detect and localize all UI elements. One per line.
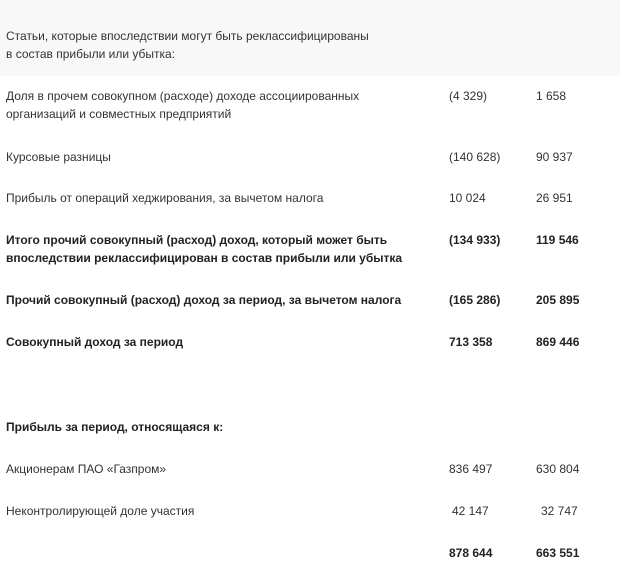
- value-current-total-reclassifiable-oci: (134 933): [449, 233, 501, 247]
- value-prior-oci-net-of-tax: 205 895: [536, 293, 580, 307]
- section-note-line2: в состав прибыли или убытка:: [6, 47, 176, 61]
- row-label-line2: организаций и совместных предприятий: [6, 107, 232, 121]
- value-prior-non-controlling-interest: 32 747: [541, 504, 578, 518]
- row-label-hedging: Прибыль от операций хеджирования, за вычетом налога: [6, 191, 324, 205]
- value-current-comprehensive-income: 713 358: [449, 335, 493, 349]
- row-label-line2: впоследствии реклассифицирован в состав прибыли или убытка: [6, 251, 403, 265]
- row-label-total-reclassifiable-oci: [6, 231, 406, 267]
- value-current-oci-net-of-tax: (165 286): [449, 293, 501, 307]
- value-prior-profit-total: 663 551: [536, 546, 580, 560]
- value-current-associates-oci: (4 329): [449, 89, 488, 103]
- row-label-line1: Доля в прочем совокупном (расходе) доходе ассоциированных: [6, 89, 360, 103]
- value-prior-shareholders: 630 804: [536, 462, 580, 476]
- section-note: [6, 27, 406, 63]
- value-current-non-controlling-interest: 42 147: [452, 504, 489, 518]
- value-prior-comprehensive-income: 869 446: [536, 335, 580, 349]
- value-current-shareholders: 836 497: [449, 462, 493, 476]
- value-prior-associates-oci: 1 658: [536, 89, 567, 103]
- value-prior-total-reclassifiable-oci: 119 546: [536, 233, 579, 247]
- value-current-hedging: 10 024: [449, 191, 486, 205]
- row-label-comprehensive-income: Совокупный доход за период: [6, 335, 184, 349]
- row-label-non-controlling-interest: Неконтролирующей доле участия: [6, 504, 195, 518]
- section-note-line1: Статьи, которые впоследствии могут быть реклассифицированы: [6, 29, 369, 43]
- row-label-oci-net-of-tax: Прочий совокупный (расход) доход за период, за вычетом налога: [6, 293, 402, 307]
- value-prior-hedging: 26 951: [536, 191, 573, 205]
- row-label-associates-oci: [6, 87, 406, 123]
- row-label-fx-differences: Курсовые разницы: [6, 150, 111, 164]
- row-label-shareholders: Акционерам ПАО «Газпром»: [6, 462, 167, 476]
- row-label-line1: Итого прочий совокупный (расход) доход, который может быть: [6, 233, 388, 247]
- value-prior-fx-differences: 90 937: [536, 150, 573, 164]
- value-current-fx-differences: (140 628): [449, 150, 501, 164]
- value-current-profit-total: 878 644: [449, 546, 493, 560]
- row-label-profit-attributable-heading: Прибыль за период, относящаяся к:: [6, 420, 224, 434]
